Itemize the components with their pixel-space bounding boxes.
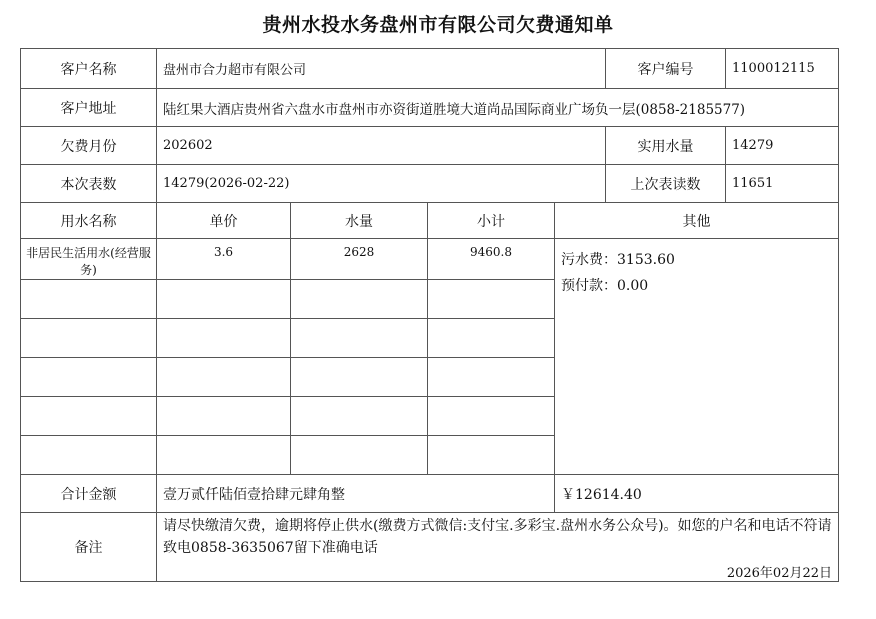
empty-cell bbox=[157, 280, 291, 319]
prepaid-amount: 预付款：0.00 bbox=[561, 278, 649, 294]
empty-cell bbox=[21, 436, 157, 475]
customer-name-value: 盘州市合力超市有限公司 bbox=[157, 49, 606, 89]
current-reading-label: 本次表数 bbox=[21, 165, 157, 203]
customer-address-row bbox=[21, 89, 839, 127]
arrears-month-label: 欠费月份 bbox=[21, 127, 157, 165]
empty-cell bbox=[428, 319, 555, 358]
customer-number-label: 客户编号 bbox=[606, 49, 726, 89]
remarks-cell bbox=[157, 513, 839, 582]
empty-cell bbox=[428, 358, 555, 397]
empty-cell bbox=[157, 397, 291, 436]
empty-cell bbox=[291, 397, 428, 436]
empty-cell bbox=[428, 397, 555, 436]
sewage-fee: 污水费：3153.60 bbox=[561, 252, 675, 268]
meter-reading-row bbox=[21, 165, 839, 203]
unit-price-cell: 3.6 bbox=[157, 239, 291, 280]
detail-header-row bbox=[21, 203, 839, 239]
empty-cell bbox=[157, 358, 291, 397]
empty-cell bbox=[428, 436, 555, 475]
volume-cell: 2628 bbox=[291, 239, 428, 280]
customer-address-label: 客户地址 bbox=[21, 89, 157, 127]
header-other: 其他 bbox=[555, 203, 839, 239]
customer-address-value: 陆红果大酒店贵州省六盘水市盘州市亦资街道胜境大道尚品国际商业广场负一层(0858-2185577) bbox=[157, 89, 839, 127]
remarks-date: 2026年02月22日 bbox=[726, 566, 833, 581]
empty-cell bbox=[157, 436, 291, 475]
arrears-notice-table bbox=[20, 48, 839, 582]
customer-name-row bbox=[21, 49, 839, 89]
total-row bbox=[21, 475, 839, 513]
table-row bbox=[21, 239, 839, 280]
total-label: 合计金额 bbox=[21, 475, 157, 513]
arrears-month-row bbox=[21, 127, 839, 165]
empty-cell bbox=[21, 397, 157, 436]
remarks-row bbox=[21, 513, 839, 582]
notice-title: 贵州水投水务盘州市有限公司欠费通知单 bbox=[262, 14, 614, 36]
water-type-cell: 非居民生活用水(经营服务) bbox=[21, 239, 157, 280]
total-amount: ￥12614.40 bbox=[555, 475, 839, 513]
actual-usage-value: 14279 bbox=[726, 127, 839, 165]
arrears-month-value: 202602 bbox=[157, 127, 606, 165]
subtotal-cell: 9460.8 bbox=[428, 239, 555, 280]
remarks-text: 请尽快缴清欠费，逾期将停止供水(缴费方式微信:支付宝.多彩宝.盘州水务公众号)。如您的户名和电话不符请致电0858-3635067留下准确电话 bbox=[163, 518, 832, 556]
empty-cell bbox=[21, 319, 157, 358]
empty-cell bbox=[157, 319, 291, 358]
previous-reading-label: 上次表读数 bbox=[606, 165, 726, 203]
empty-cell bbox=[291, 436, 428, 475]
current-reading-value: 14279(2026-02-22) bbox=[157, 165, 606, 203]
header-water-type: 用水名称 bbox=[21, 203, 157, 239]
header-volume: 水量 bbox=[291, 203, 428, 239]
empty-cell bbox=[291, 319, 428, 358]
empty-cell bbox=[291, 280, 428, 319]
empty-cell bbox=[291, 358, 428, 397]
customer-number-value: 1100012115 bbox=[726, 49, 839, 89]
customer-name-label: 客户名称 bbox=[21, 49, 157, 89]
header-unit-price: 单价 bbox=[157, 203, 291, 239]
remarks-label: 备注 bbox=[21, 513, 157, 582]
previous-reading-value: 11651 bbox=[726, 165, 839, 203]
empty-cell bbox=[21, 280, 157, 319]
empty-cell bbox=[428, 280, 555, 319]
other-charges-cell bbox=[555, 239, 839, 475]
total-in-words: 壹万贰仟陆佰壹拾肆元肆角整 bbox=[157, 475, 555, 513]
header-subtotal: 小计 bbox=[428, 203, 555, 239]
empty-cell bbox=[21, 358, 157, 397]
actual-usage-label: 实用水量 bbox=[606, 127, 726, 165]
